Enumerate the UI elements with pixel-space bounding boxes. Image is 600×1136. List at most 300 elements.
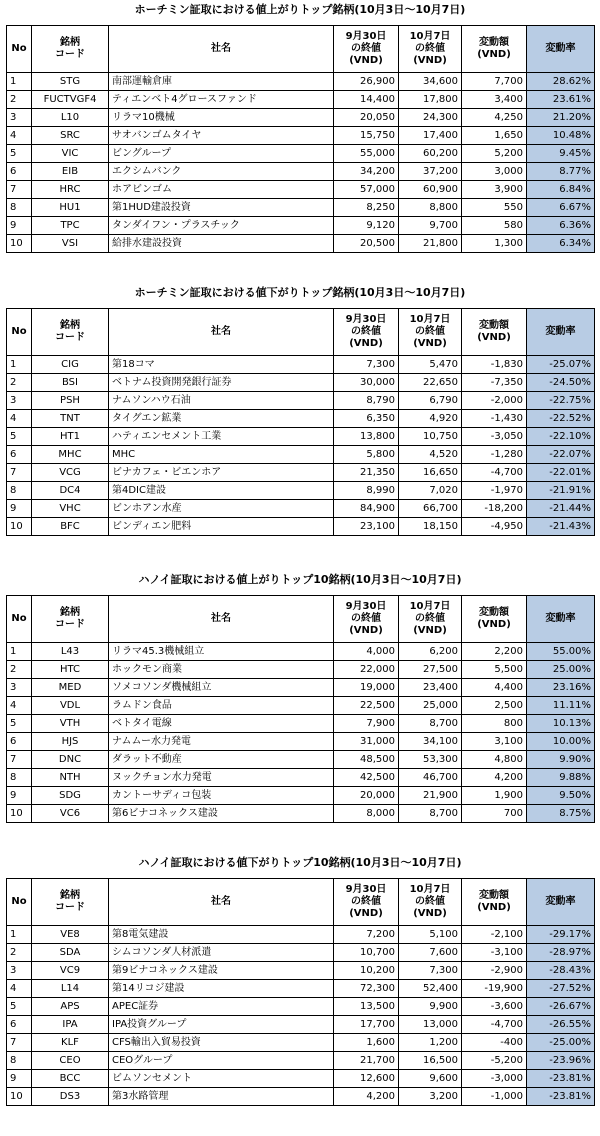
stock-table <box>6 878 595 1106</box>
cell-close-1007: 60,900 <box>399 181 462 199</box>
header-row <box>7 309 595 356</box>
header-name: 社名 <box>109 26 334 73</box>
cell-code: HJS <box>32 733 109 751</box>
cell-change-rate: -26.55% <box>527 1016 595 1034</box>
table-row <box>7 199 595 217</box>
cell-close-0930: 17,700 <box>334 1016 399 1034</box>
cell-change-rate: 9.45% <box>527 145 595 163</box>
table-row <box>7 1052 595 1070</box>
header-close-1007: 10月7日 の終値 (VND) <box>399 26 462 73</box>
header-code: 銘柄 コード <box>32 879 109 926</box>
cell-code: IPA <box>32 1016 109 1034</box>
cell-code: HRC <box>32 181 109 199</box>
table-row <box>7 235 595 253</box>
cell-change-rate: -21.91% <box>527 482 595 500</box>
header-change-amount: 変動額 (VND) <box>462 596 527 643</box>
cell-change-rate: -21.43% <box>527 518 595 536</box>
cell-change-amount: -5,200 <box>462 1052 527 1070</box>
cell-no: 9 <box>7 1070 32 1088</box>
cell-code: NTH <box>32 769 109 787</box>
header-code: 銘柄 コード <box>32 309 109 356</box>
cell-change-rate: -22.10% <box>527 428 595 446</box>
cell-close-1007: 46,700 <box>399 769 462 787</box>
cell-change-rate: 21.20% <box>527 109 595 127</box>
cell-name: カントーサディコ包装 <box>109 787 334 805</box>
stock-table <box>6 308 595 536</box>
cell-no: 5 <box>7 428 32 446</box>
table-row <box>7 181 595 199</box>
cell-close-1007: 25,000 <box>399 697 462 715</box>
stock-table <box>6 25 595 253</box>
cell-change-rate: -22.52% <box>527 410 595 428</box>
cell-name: ナムソンハウ石油 <box>109 392 334 410</box>
cell-close-0930: 84,900 <box>334 500 399 518</box>
cell-change-rate: -28.43% <box>527 962 595 980</box>
cell-change-rate: 11.11% <box>527 697 595 715</box>
cell-close-0930: 8,990 <box>334 482 399 500</box>
cell-close-1007: 1,200 <box>399 1034 462 1052</box>
cell-no: 4 <box>7 410 32 428</box>
cell-name: ハティエンセメント工業 <box>109 428 334 446</box>
cell-change-amount: -3,050 <box>462 428 527 446</box>
cell-no: 8 <box>7 769 32 787</box>
cell-close-1007: 34,100 <box>399 733 462 751</box>
cell-close-1007: 6,790 <box>399 392 462 410</box>
cell-no: 9 <box>7 217 32 235</box>
cell-change-rate: -23.96% <box>527 1052 595 1070</box>
header-close-0930: 9月30日 の終値 (VND) <box>334 26 399 73</box>
cell-code: DC4 <box>32 482 109 500</box>
cell-code: L10 <box>32 109 109 127</box>
cell-code: VC6 <box>32 805 109 823</box>
header-name: 社名 <box>109 309 334 356</box>
cell-name: エクシムバンク <box>109 163 334 181</box>
cell-code: L14 <box>32 980 109 998</box>
cell-change-amount: 3,400 <box>462 91 527 109</box>
cell-change-amount: -18,200 <box>462 500 527 518</box>
cell-close-0930: 20,500 <box>334 235 399 253</box>
cell-no: 3 <box>7 109 32 127</box>
cell-close-0930: 26,900 <box>334 73 399 91</box>
cell-close-1007: 7,300 <box>399 962 462 980</box>
cell-change-amount: 4,400 <box>462 679 527 697</box>
cell-change-amount: 3,900 <box>462 181 527 199</box>
cell-close-1007: 34,600 <box>399 73 462 91</box>
cell-close-0930: 15,750 <box>334 127 399 145</box>
cell-code: TNT <box>32 410 109 428</box>
header-change-amount: 変動額 (VND) <box>462 26 527 73</box>
header-close-0930: 9月30日 の終値 (VND) <box>334 309 399 356</box>
header-close-0930: 9月30日 の終値 (VND) <box>334 596 399 643</box>
cell-change-amount: 1,900 <box>462 787 527 805</box>
cell-close-1007: 23,400 <box>399 679 462 697</box>
cell-name: CEOグループ <box>109 1052 334 1070</box>
cell-close-0930: 1,600 <box>334 1034 399 1052</box>
cell-close-1007: 9,600 <box>399 1070 462 1088</box>
cell-change-amount: 1,650 <box>462 127 527 145</box>
cell-no: 6 <box>7 163 32 181</box>
table-row <box>7 446 595 464</box>
header-change-rate: 変動率 <box>527 879 595 926</box>
cell-close-1007: 18,150 <box>399 518 462 536</box>
cell-close-1007: 9,700 <box>399 217 462 235</box>
cell-change-rate: -26.67% <box>527 998 595 1016</box>
cell-no: 3 <box>7 962 32 980</box>
cell-name: 第1HUD建設投資 <box>109 199 334 217</box>
table-row <box>7 805 595 823</box>
cell-name: 第8電気建設 <box>109 926 334 944</box>
cell-code: BFC <box>32 518 109 536</box>
cell-no: 10 <box>7 805 32 823</box>
cell-no: 6 <box>7 733 32 751</box>
header-row <box>7 596 595 643</box>
cell-no: 7 <box>7 1034 32 1052</box>
header-no: No <box>7 879 32 926</box>
cell-close-1007: 21,800 <box>399 235 462 253</box>
cell-change-amount: 5,200 <box>462 145 527 163</box>
cell-change-rate: 6.36% <box>527 217 595 235</box>
table-section-hose-gainers <box>6 0 594 253</box>
cell-close-1007: 22,650 <box>399 374 462 392</box>
cell-name: 第6ビナコネックス建設 <box>109 805 334 823</box>
cell-code: L43 <box>32 643 109 661</box>
cell-code: CEO <box>32 1052 109 1070</box>
cell-change-rate: 28.62% <box>527 73 595 91</box>
cell-change-rate: -23.81% <box>527 1088 595 1106</box>
cell-close-1007: 27,500 <box>399 661 462 679</box>
cell-name: ベトタイ電線 <box>109 715 334 733</box>
cell-name: ヌックチョン水力発電 <box>109 769 334 787</box>
cell-no: 5 <box>7 998 32 1016</box>
cell-close-1007: 4,520 <box>399 446 462 464</box>
cell-code: BSI <box>32 374 109 392</box>
cell-code: MHC <box>32 446 109 464</box>
cell-close-0930: 72,300 <box>334 980 399 998</box>
cell-close-0930: 14,400 <box>334 91 399 109</box>
table-row <box>7 518 595 536</box>
cell-close-0930: 7,900 <box>334 715 399 733</box>
cell-close-1007: 60,200 <box>399 145 462 163</box>
cell-close-1007: 66,700 <box>399 500 462 518</box>
table-row <box>7 392 595 410</box>
cell-change-amount: -2,900 <box>462 962 527 980</box>
cell-name: ビンホアン水産 <box>109 500 334 518</box>
cell-name: シムコソンダ人材派遣 <box>109 944 334 962</box>
table-row <box>7 374 595 392</box>
cell-no: 4 <box>7 127 32 145</box>
cell-change-rate: -23.81% <box>527 1070 595 1088</box>
table-row <box>7 1016 595 1034</box>
cell-change-amount: -4,700 <box>462 1016 527 1034</box>
table-row <box>7 410 595 428</box>
cell-change-rate: 23.16% <box>527 679 595 697</box>
cell-change-amount: 580 <box>462 217 527 235</box>
cell-no: 1 <box>7 356 32 374</box>
cell-code: MED <box>32 679 109 697</box>
table-row <box>7 500 595 518</box>
cell-code: HT1 <box>32 428 109 446</box>
cell-change-rate: 55.00% <box>527 643 595 661</box>
cell-code: EIB <box>32 163 109 181</box>
header-close-1007: 10月7日 の終値 (VND) <box>399 879 462 926</box>
table-row <box>7 109 595 127</box>
cell-close-0930: 8,000 <box>334 805 399 823</box>
cell-change-amount: 4,250 <box>462 109 527 127</box>
cell-change-amount: 1,300 <box>462 235 527 253</box>
table-row <box>7 145 595 163</box>
cell-no: 2 <box>7 91 32 109</box>
cell-close-0930: 19,000 <box>334 679 399 697</box>
cell-change-amount: -1,280 <box>462 446 527 464</box>
cell-name: タンダイフン・プラスチック <box>109 217 334 235</box>
cell-change-amount: 700 <box>462 805 527 823</box>
cell-code: VCG <box>32 464 109 482</box>
table-row <box>7 769 595 787</box>
cell-close-0930: 20,050 <box>334 109 399 127</box>
cell-close-1007: 52,400 <box>399 980 462 998</box>
cell-no: 1 <box>7 643 32 661</box>
cell-change-amount: -2,000 <box>462 392 527 410</box>
cell-code: DNC <box>32 751 109 769</box>
cell-change-amount: -1,430 <box>462 410 527 428</box>
cell-change-amount: -1,830 <box>462 356 527 374</box>
cell-code: TPC <box>32 217 109 235</box>
cell-change-rate: 23.61% <box>527 91 595 109</box>
cell-code: CIG <box>32 356 109 374</box>
cell-no: 8 <box>7 199 32 217</box>
cell-code: VSI <box>32 235 109 253</box>
cell-name: CFS輸出入貿易投資 <box>109 1034 334 1052</box>
cell-close-0930: 9,120 <box>334 217 399 235</box>
header-code: 銘柄 コード <box>32 596 109 643</box>
cell-change-rate: -29.17% <box>527 926 595 944</box>
cell-change-amount: -1,000 <box>462 1088 527 1106</box>
cell-close-0930: 21,700 <box>334 1052 399 1070</box>
cell-name: APEC証券 <box>109 998 334 1016</box>
cell-close-0930: 8,250 <box>334 199 399 217</box>
header-close-1007: 10月7日 の終値 (VND) <box>399 309 462 356</box>
cell-change-amount: 3,000 <box>462 163 527 181</box>
cell-change-rate: -27.52% <box>527 980 595 998</box>
cell-code: DS3 <box>32 1088 109 1106</box>
cell-close-0930: 10,200 <box>334 962 399 980</box>
table-section-hose-losers <box>6 283 594 536</box>
cell-no: 8 <box>7 482 32 500</box>
cell-close-1007: 7,020 <box>399 482 462 500</box>
cell-close-1007: 24,300 <box>399 109 462 127</box>
cell-name: リラマ45.3機械組立 <box>109 643 334 661</box>
table-row <box>7 980 595 998</box>
cell-close-1007: 8,700 <box>399 805 462 823</box>
cell-change-rate: -22.01% <box>527 464 595 482</box>
cell-close-1007: 21,900 <box>399 787 462 805</box>
cell-name: サオバンゴムタイヤ <box>109 127 334 145</box>
cell-code: FUCTVGF4 <box>32 91 109 109</box>
cell-close-0930: 30,000 <box>334 374 399 392</box>
cell-change-rate: 10.13% <box>527 715 595 733</box>
cell-close-0930: 20,000 <box>334 787 399 805</box>
cell-close-1007: 5,470 <box>399 356 462 374</box>
cell-code: SDG <box>32 787 109 805</box>
table-row <box>7 163 595 181</box>
table-row <box>7 787 595 805</box>
cell-name: ビムソンセメント <box>109 1070 334 1088</box>
cell-name: 第4DIC建設 <box>109 482 334 500</box>
cell-name: ナムムー水力発電 <box>109 733 334 751</box>
table-row <box>7 73 595 91</box>
cell-close-0930: 34,200 <box>334 163 399 181</box>
cell-close-1007: 13,000 <box>399 1016 462 1034</box>
table-row <box>7 962 595 980</box>
cell-close-0930: 4,200 <box>334 1088 399 1106</box>
cell-change-rate: 8.77% <box>527 163 595 181</box>
table-row <box>7 1070 595 1088</box>
cell-change-rate: 8.75% <box>527 805 595 823</box>
cell-change-rate: -22.75% <box>527 392 595 410</box>
cell-no: 9 <box>7 500 32 518</box>
cell-change-amount: 4,200 <box>462 769 527 787</box>
cell-close-0930: 7,300 <box>334 356 399 374</box>
cell-close-0930: 13,800 <box>334 428 399 446</box>
cell-change-rate: 10.00% <box>527 733 595 751</box>
cell-code: APS <box>32 998 109 1016</box>
table-row <box>7 217 595 235</box>
header-row <box>7 26 595 73</box>
table-row <box>7 751 595 769</box>
table-title: ハノイ証取における値上がりトップ10銘柄(10月3日～10月7日) <box>138 573 462 586</box>
cell-change-amount: -7,350 <box>462 374 527 392</box>
cell-no: 1 <box>7 73 32 91</box>
cell-no: 10 <box>7 235 32 253</box>
table-title: ホーチミン証取における値上がりトップ銘柄(10月3日～10月7日) <box>134 3 466 16</box>
cell-close-0930: 42,500 <box>334 769 399 787</box>
cell-name: 給排水建設投資 <box>109 235 334 253</box>
cell-close-0930: 55,000 <box>334 145 399 163</box>
cell-close-1007: 9,900 <box>399 998 462 1016</box>
cell-no: 2 <box>7 944 32 962</box>
cell-close-1007: 8,800 <box>399 199 462 217</box>
cell-code: HU1 <box>32 199 109 217</box>
stock-table <box>6 595 595 823</box>
table-section-hnx-losers <box>6 853 594 1106</box>
cell-change-amount: 7,700 <box>462 73 527 91</box>
cell-close-0930: 22,500 <box>334 697 399 715</box>
cell-close-1007: 37,200 <box>399 163 462 181</box>
header-change-amount: 変動額 (VND) <box>462 309 527 356</box>
cell-change-amount: -4,950 <box>462 518 527 536</box>
table-row <box>7 428 595 446</box>
cell-close-0930: 8,790 <box>334 392 399 410</box>
header-change-rate: 変動率 <box>527 309 595 356</box>
table-row <box>7 356 595 374</box>
cell-no: 2 <box>7 661 32 679</box>
cell-change-rate: -25.00% <box>527 1034 595 1052</box>
cell-code: STG <box>32 73 109 91</box>
header-code: 銘柄 コード <box>32 26 109 73</box>
header-no: No <box>7 596 32 643</box>
cell-code: VC9 <box>32 962 109 980</box>
cell-name: IPA投資グループ <box>109 1016 334 1034</box>
table-section-hnx-gainers <box>6 570 594 823</box>
cell-change-amount: 2,200 <box>462 643 527 661</box>
cell-change-amount: 550 <box>462 199 527 217</box>
cell-code: HTC <box>32 661 109 679</box>
cell-change-amount: -4,700 <box>462 464 527 482</box>
cell-change-amount: -2,100 <box>462 926 527 944</box>
header-change-rate: 変動率 <box>527 26 595 73</box>
cell-name: 第18コマ <box>109 356 334 374</box>
cell-change-rate: 6.67% <box>527 199 595 217</box>
cell-change-amount: -3,600 <box>462 998 527 1016</box>
header-change-rate: 変動率 <box>527 596 595 643</box>
cell-close-1007: 7,600 <box>399 944 462 962</box>
cell-close-0930: 21,350 <box>334 464 399 482</box>
cell-name: ホックモン商業 <box>109 661 334 679</box>
cell-no: 3 <box>7 679 32 697</box>
cell-change-rate: 6.84% <box>527 181 595 199</box>
header-name: 社名 <box>109 596 334 643</box>
cell-close-0930: 5,800 <box>334 446 399 464</box>
cell-name: リラマ10機械 <box>109 109 334 127</box>
cell-no: 8 <box>7 1052 32 1070</box>
cell-close-0930: 22,000 <box>334 661 399 679</box>
cell-name: 第14リコジ建設 <box>109 980 334 998</box>
cell-no: 4 <box>7 980 32 998</box>
cell-change-amount: 4,800 <box>462 751 527 769</box>
cell-close-1007: 17,400 <box>399 127 462 145</box>
cell-name: ビングループ <box>109 145 334 163</box>
cell-name: ホアビンゴム <box>109 181 334 199</box>
cell-close-1007: 3,200 <box>399 1088 462 1106</box>
cell-no: 9 <box>7 787 32 805</box>
cell-close-0930: 4,000 <box>334 643 399 661</box>
cell-no: 7 <box>7 181 32 199</box>
table-row <box>7 944 595 962</box>
table-row <box>7 733 595 751</box>
table-row <box>7 998 595 1016</box>
header-close-0930: 9月30日 の終値 (VND) <box>334 879 399 926</box>
cell-change-rate: 9.88% <box>527 769 595 787</box>
cell-no: 6 <box>7 446 32 464</box>
cell-code: VTH <box>32 715 109 733</box>
cell-no: 1 <box>7 926 32 944</box>
cell-code: PSH <box>32 392 109 410</box>
cell-no: 4 <box>7 697 32 715</box>
cell-name: ベトナム投資開発銀行証券 <box>109 374 334 392</box>
cell-close-0930: 12,600 <box>334 1070 399 1088</box>
cell-change-rate: 9.50% <box>527 787 595 805</box>
cell-close-1007: 6,200 <box>399 643 462 661</box>
header-close-1007: 10月7日 の終値 (VND) <box>399 596 462 643</box>
cell-close-1007: 53,300 <box>399 751 462 769</box>
cell-code: BCC <box>32 1070 109 1088</box>
cell-change-amount: 800 <box>462 715 527 733</box>
cell-close-0930: 7,200 <box>334 926 399 944</box>
table-row <box>7 715 595 733</box>
cell-change-rate: 6.34% <box>527 235 595 253</box>
header-row <box>7 879 595 926</box>
cell-name: ソメコソンダ機械組立 <box>109 679 334 697</box>
cell-close-0930: 57,000 <box>334 181 399 199</box>
table-row <box>7 679 595 697</box>
table-row <box>7 1034 595 1052</box>
cell-close-1007: 4,920 <box>399 410 462 428</box>
cell-close-1007: 16,500 <box>399 1052 462 1070</box>
cell-close-1007: 5,100 <box>399 926 462 944</box>
cell-no: 10 <box>7 518 32 536</box>
cell-change-rate: -24.50% <box>527 374 595 392</box>
cell-name: タイグエン鉱業 <box>109 410 334 428</box>
